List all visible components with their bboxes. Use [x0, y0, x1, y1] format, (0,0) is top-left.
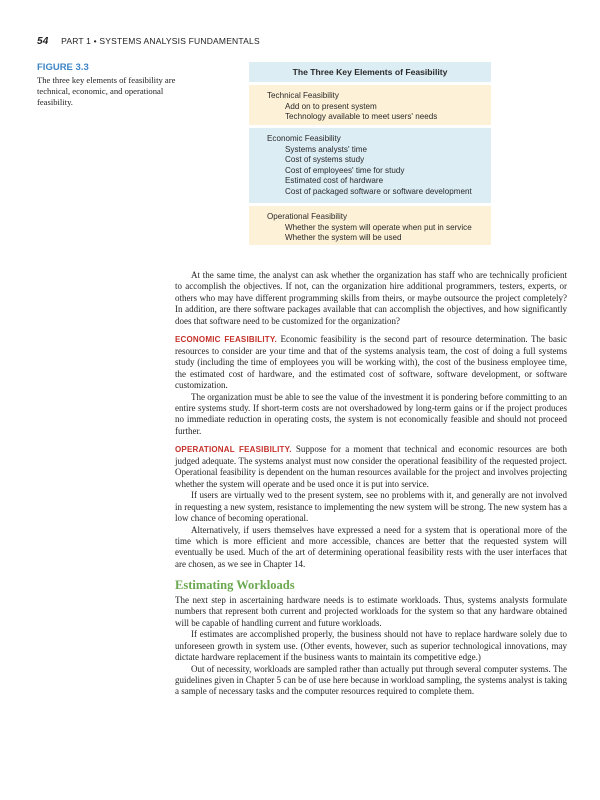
run-in-heading-economic: ECONOMIC FEASIBILITY. — [175, 335, 277, 345]
running-header — [37, 36, 577, 47]
section-heading: Estimating Workloads — [175, 578, 295, 593]
economic-item: Cost of employees' time for study — [285, 165, 405, 175]
paragraph: Out of necessity, workloads are sampled rather than actually put through several computer systems. The guidelines given in Chapter 5 can be of use here because in workload sampling, the systems analyst is taking a sample of necessary tasks and the computer resources required to complete them. — [175, 663, 567, 697]
paragraph: Alternatively, if users themselves have expressed a need for a system that is operational more of the time which is more efficient and more accessible, chances are better that the requested system will eventually be used. Much of the art of determining operational feasibility rests with the user interfaces that are chosen, as we see in Chapter 14. — [175, 524, 567, 569]
operational-item: Whether the system will be used — [285, 233, 402, 243]
technical-heading: Technical Feasibility — [267, 91, 339, 100]
figure-title: The Three Key Elements of Feasibility — [249, 62, 491, 82]
paragraph: The organization must be able to see the value of the investment it is pondering before committing to an entire systems study. If short-term costs are not overshadowed by long-term gains or if the project produces no immediate reduction in operating costs, the system is not economically feasible and should not proceed further. — [175, 391, 567, 436]
operational-heading: Operational Feasibility — [267, 212, 348, 221]
technical-feasibility-box — [249, 85, 491, 125]
economic-item: Systems analysts' time — [285, 144, 368, 154]
paragraph: At the same time, the analyst can ask whether the organization has staff who are technically proficient to accomplish the objectives. If not, can the organization hire additional programmers, testers, experts, or others who may have different programming skills from theirs, or maybe outsource the project completely? In addition, are there software packages available that can accomplish the objectives, and how significantly does that software need to be customized for the organization? — [175, 270, 567, 326]
feasibility-figure — [249, 62, 491, 245]
figure-label: FIGURE 3.3 — [37, 62, 89, 73]
paragraph: If estimates are accomplished properly, the business should not have to replace hardware solely due to unforeseen growth in system use. (Other events, however, such as superior technological innovations, may dictate hardware replacement if the business wants to maintain its competitive edge.) — [175, 629, 567, 663]
figure-caption: The three key elements of feasibility are technical, economic, and operational feasibility. — [37, 75, 176, 107]
economic-item: Estimated cost of hardware — [285, 176, 384, 186]
operational-item: Whether the system will operate when put in service — [285, 222, 472, 232]
body-text — [175, 270, 567, 698]
technical-item: Technology available to meet users' needs — [285, 112, 438, 122]
paragraph: If users are virtually wed to the present system, see no problems with it, and generally are not involved in requesting a new system, resistance to implementing the new system will be strong. The new system has a low chance of becoming operational. — [175, 490, 567, 524]
paragraph — [175, 334, 567, 391]
paragraph — [175, 444, 567, 490]
running-head-text: PART 1 • SYSTEMS ANALYSIS FUNDAMENTALS — [61, 36, 260, 46]
page-number: 54 — [37, 36, 49, 47]
economic-item: Cost of systems study — [285, 155, 365, 165]
paragraph-text: Suppose for a moment that technical and economic resources are both judged adequate. The systems analyst must now consider the operational feasibility of the requested project. Operational feasibility is dependent on the human resources available for the project and involves projecting whether the system will operate and be used once it is put into service. — [175, 444, 568, 489]
technical-item: Add on to present system — [285, 101, 377, 111]
run-in-heading-operational: OPERATIONAL FEASIBILITY. — [175, 445, 292, 455]
paragraph-text: Economic feasibility is the second part of resource determination. The basic resources to consider are your time and that of the systems analysis team, the cost of doing a full systems study (including the time of employees you will be working with), the cost of the business employee time, the estimated cost of hardware, and the estimated cost of software, software development, or software customization. — [175, 334, 568, 391]
economic-feasibility-box — [249, 128, 491, 203]
economic-heading: Economic Feasibility — [267, 134, 341, 143]
operational-feasibility-box — [249, 206, 491, 245]
economic-item: Cost of packaged software or software development — [285, 186, 472, 196]
paragraph: The next step in ascertaining hardware needs is to estimate workloads. Thus, systems analysts formulate numbers that represent both current and projected workloads for the system so that any hardware obtained will be capable of handling current and future workloads. — [175, 594, 567, 628]
